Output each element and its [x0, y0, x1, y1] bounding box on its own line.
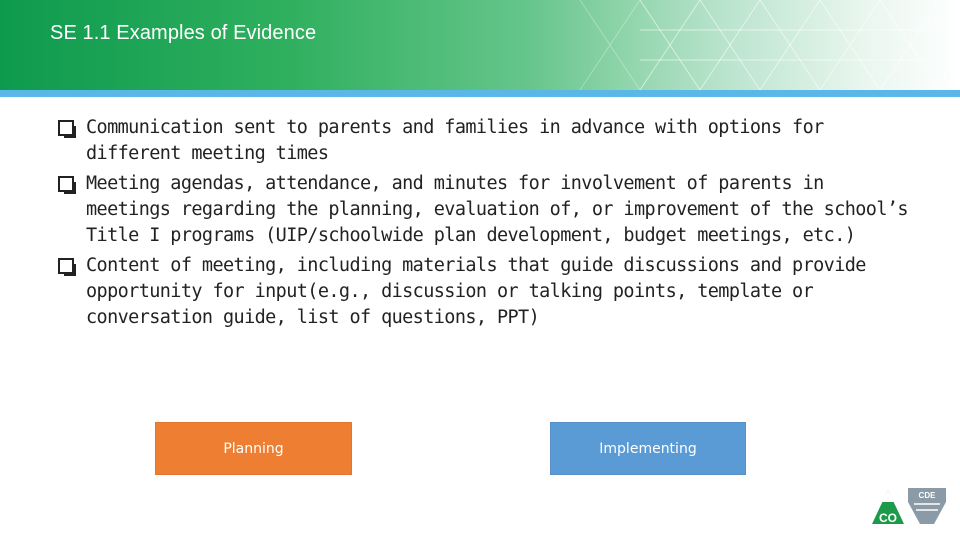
checkbox-bullet-icon: [58, 258, 74, 274]
planning-button-label: Planning: [223, 440, 284, 457]
logo-co-text: CO: [879, 511, 897, 525]
logo-cde-text: CDE: [918, 491, 936, 500]
list-item: [58, 171, 918, 249]
checkbox-bullet-icon: [58, 120, 74, 136]
list-item: [58, 253, 918, 331]
triangle-pattern-decoration: [0, 0, 960, 90]
header-stripe: [0, 90, 960, 97]
list-item: [58, 115, 918, 167]
list-item-text: Communication sent to parents and families in advance with options for different meeting times: [86, 117, 824, 164]
header-banner: [0, 0, 960, 90]
evidence-list: [58, 115, 918, 335]
page-title: SE 1.1 Examples of Evidence: [50, 22, 317, 44]
logo-snowcap-icon: [882, 490, 894, 502]
list-item-text: Content of meeting, including materials that guide discussions and provide opportunity for input(e.g., discussion or talking points, template or conversation guide, list of questions, PPT): [86, 255, 866, 328]
list-item-text: Meeting agendas, attendance, and minutes for involvement of parents in meetings regarding the planning, evaluation of, or improvement of the school’s Title I programs (UIP/schoolwide plan development, budget meetings, etc.): [86, 173, 908, 246]
cde-logo: [868, 484, 948, 526]
checkbox-bullet-icon: [58, 176, 74, 192]
implementing-button-label: Implementing: [599, 440, 697, 457]
planning-button[interactable]: [155, 422, 352, 475]
implementing-button[interactable]: [550, 422, 746, 475]
